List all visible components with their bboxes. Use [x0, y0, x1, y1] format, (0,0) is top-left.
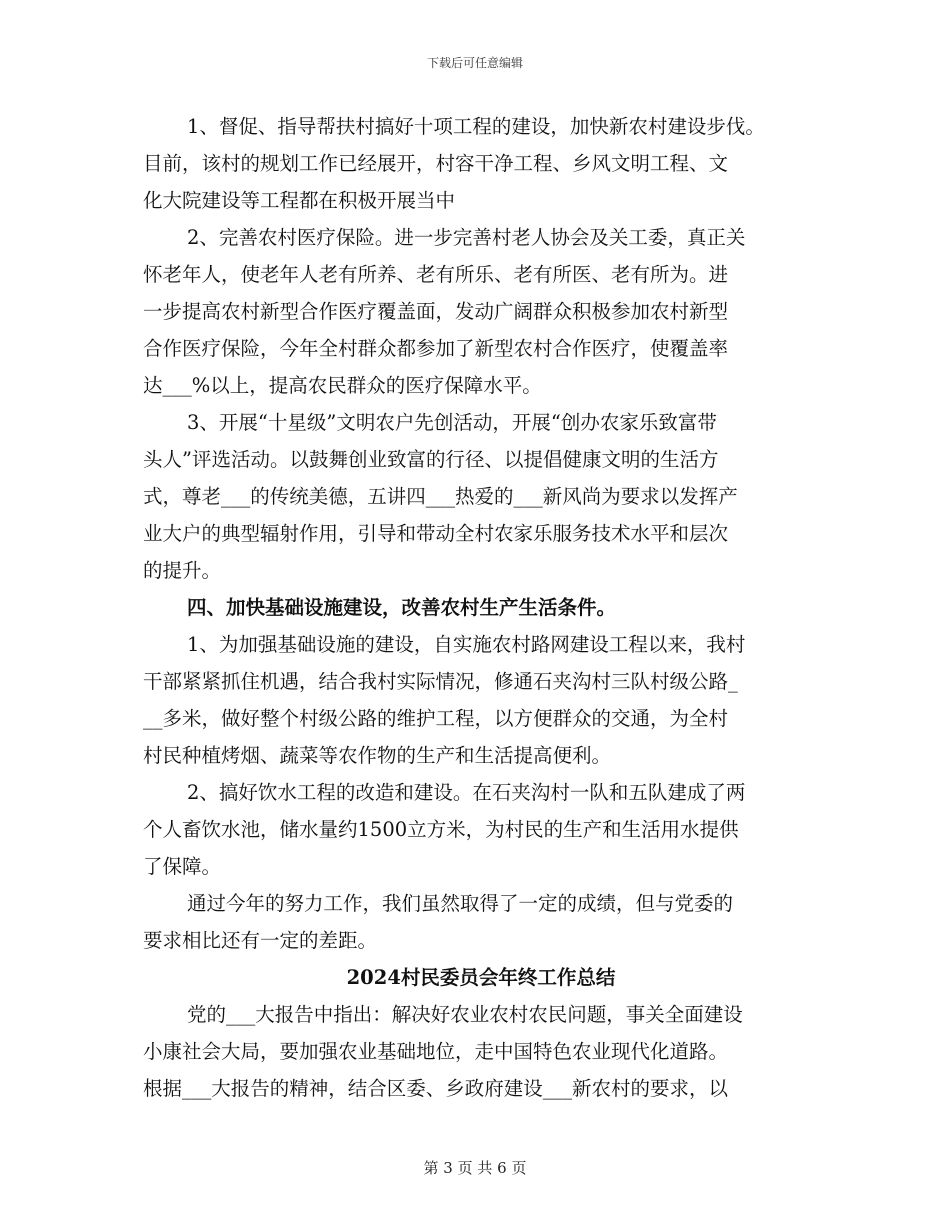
page-header: 下载后可任意编辑 — [426, 56, 523, 70]
text-line: 要求相比还有一定的差距。 — [143, 929, 378, 952]
text-line: 头人”评选活动。以鼓舞创业致富的行径、以提倡健康文明的生活方 — [143, 448, 719, 471]
text-line: 合作医疗保险，今年全村群众都参加了新型农村合作医疗，使覆盖率 — [143, 337, 729, 360]
text-line: 了保障。 — [143, 855, 222, 878]
text-line: 1、督促、指导帮扶村搞好十项工程的建设，加快新农村建设步伐。 — [187, 115, 765, 138]
text-line: 目前，该村的规划工作已经展开，村容干净工程、乡风文明工程、文 — [143, 152, 729, 175]
text-line: 化大院建设等工程都在积极开展当中 — [143, 189, 456, 212]
text-line: 党的___大报告中指出：解决好农业农村农民问题，事关全面建设 — [187, 1003, 743, 1026]
paragraph-lines — [143, 108, 819, 1107]
text-line: 2、搞好饮水工程的改造和建设。在石夹沟村一队和五队建成了两 — [187, 781, 746, 804]
text-line: 一步提高农村新型合作医疗覆盖面，发动广阔群众积极参加农村新型 — [143, 300, 729, 323]
text-line: 干部紧紧抓住机遇，结合我村实际情况，修通石夹沟村三队村级公路_ — [143, 670, 738, 693]
text-line: 的提升。 — [143, 559, 222, 582]
text-line: 小康社会大局，要加强农业基础地位，走中国特色农业现代化道路。 — [143, 1040, 729, 1063]
text-line: 通过今年的努力工作，我们虽然取得了一定的成绩，但与党委的 — [187, 892, 734, 915]
text-line: __多米，做好整个村级公路的维护工程，以方便群众的交通，为全村 — [143, 707, 729, 730]
text-line: 村民种植烤烟、蔬菜等农作物的生产和生活提高便利。 — [143, 744, 612, 767]
section-title: 2024村民委员会年终工作总结 — [346, 966, 616, 989]
page-footer: 第 3 页 共 6 页 — [423, 1159, 527, 1177]
text-line: 2、完善农村医疗保险。进一步完善村老人协会及关工委，真正关 — [187, 226, 746, 249]
document-body — [143, 108, 819, 1107]
text-line: 个人畜饮水池，储水量约1500立方米，为村民的生产和生活用水提供 — [143, 818, 739, 841]
text-line: 业大户的典型辐射作用，引导和带动全村农家乐服务技术水平和层次 — [143, 522, 729, 545]
text-line: 怀老年人，使老年人老有所养、老有所乐、老有所医、老有所为。进 — [143, 263, 729, 286]
section-heading: 四、加快基础设施建设，改善农村生产生活条件。 — [187, 596, 617, 619]
text-line: 1、为加强基础设施的建设，自实施农村路网建设工程以来，我村 — [187, 633, 746, 656]
text-line: 根据___大报告的精神，结合区委、乡政府建设___新农村的要求，以 — [143, 1077, 729, 1100]
text-line: 式，尊老___的传统美德，五讲四___热爱的___新风尚为要求以发挥产 — [143, 485, 738, 508]
text-line: 3、开展“十星级”文明农户先创活动，开展“创办农家乐致富带 — [187, 411, 717, 434]
text-line: 达___%以上，提高农民群众的医疗保障水平。 — [143, 374, 542, 397]
